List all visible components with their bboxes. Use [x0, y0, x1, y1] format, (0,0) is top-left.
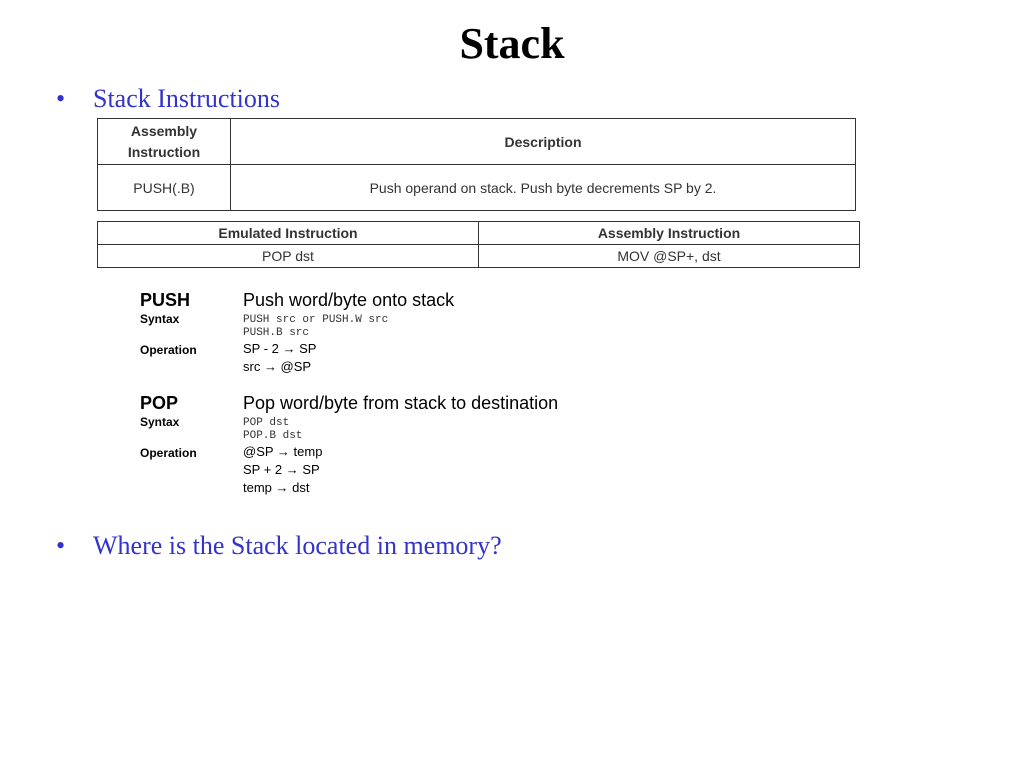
instruction-table	[97, 118, 856, 211]
emulated-table	[97, 221, 860, 268]
cell-instruction: PUSH(.B)	[98, 165, 231, 211]
table-header-row	[98, 222, 860, 245]
table-row	[98, 165, 856, 211]
push-operation-2: src → @SP	[243, 359, 312, 374]
bullet-dot: •	[56, 84, 66, 113]
pop-syntax-1: POP dst	[243, 417, 290, 429]
pop-operation-3: temp → dst	[243, 480, 310, 495]
bullet-text: Stack Instructions	[93, 84, 281, 113]
header-description: Description	[231, 119, 856, 165]
push-operation-label: Operation	[140, 343, 197, 357]
pop-syntax-2: POP.B dst	[243, 430, 303, 442]
push-operation-1: SP - 2 → SP	[243, 341, 317, 356]
cell-description: Push operand on stack. Push byte decrements SP by 2.	[231, 165, 856, 211]
pop-name: POP	[140, 393, 179, 413]
pop-description: Pop word/byte from stack to destination	[243, 393, 559, 413]
bullet-stack-instructions	[56, 84, 280, 114]
header-assembly-instruction: Assembly Instruction	[479, 222, 860, 245]
bullet-dot: •	[56, 531, 66, 560]
push-syntax-2: PUSH.B src	[243, 327, 310, 339]
pop-operation-label: Operation	[140, 446, 197, 460]
header-emulated-instruction: Emulated Instruction	[98, 222, 479, 245]
bullet-stack-location	[56, 531, 502, 561]
push-description: Push word/byte onto stack	[243, 290, 455, 310]
table-header-row	[98, 119, 856, 165]
pop-syntax-label: Syntax	[140, 415, 180, 429]
header-assembly-instruction: Assembly Instruction	[98, 119, 231, 165]
push-syntax-1: PUSH src or PUSH.W src	[243, 314, 389, 326]
cell-assembly: MOV @SP+, dst	[479, 245, 860, 268]
slide-title: Stack	[459, 19, 565, 68]
table-row	[98, 245, 860, 268]
pop-operation-1: @SP → temp	[243, 444, 323, 459]
push-syntax-label: Syntax	[140, 312, 180, 326]
pop-operation-2: SP + 2 → SP	[243, 462, 320, 477]
push-name: PUSH	[140, 290, 191, 310]
cell-emulated: POP dst	[98, 245, 479, 268]
bullet-text: Where is the Stack located in memory?	[93, 531, 502, 560]
